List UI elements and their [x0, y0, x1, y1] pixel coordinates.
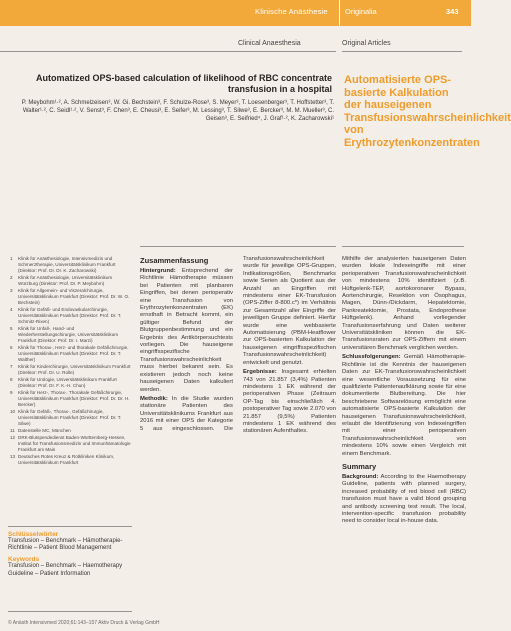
summary-heading: Summary: [342, 461, 377, 471]
affiliation-text: Klinik für Thorax-, Herz- und thorakale Gefäßchirurgie, Universitätsklinikum Frankfurt (Direktor: Prof. Dr. T. Walther): [18, 345, 129, 362]
hintergrund-label: Hintergrund:: [140, 268, 176, 274]
affiliation-text: Klinik für Kinderchirurgie, Universitätsklinikum Frankfurt (Direktor: Prof. Dr. U. Rolle): [18, 364, 131, 375]
section-subtitle-en: Clinical Anaesthesia: [238, 40, 301, 47]
affiliation-number: 7: [10, 364, 13, 369]
affiliation-number: 10: [10, 409, 16, 414]
affiliation-text: Datenstelle MC, München: [18, 428, 71, 433]
background-label: Background:: [342, 473, 379, 480]
affiliation-text: Klinik für Gefäß- und Endovaskularchirurgie, Universitätsklinikum Frankfurt (Direktor: Prof. Dr. T. Schmitz-Rixen): [18, 307, 122, 324]
affiliation-number: 11: [10, 428, 15, 433]
affiliation-item: [10, 345, 132, 363]
schlussfolgerungen-label: Schlussfolgerungen:: [342, 354, 401, 361]
header-divider: [339, 0, 340, 26]
rule-under-title-right: [342, 246, 464, 247]
journal-header-band: [0, 0, 471, 26]
background-text: According to the Haemotherapy Guideline, patients with planned surgery, increased probability of red blood cell (RBC) transfusion must have a valid blood grouping and antibody screening test result. The local, intervention-specific transfusion probability need to consider local in-house data.: [342, 473, 467, 525]
article-type-en: Original Articles: [342, 40, 391, 47]
affiliation-text: Klinik für Anästhesiologie, Universitätsklinikum Würzburg (Direktor: Prof. Dr. P. Meybohm): [18, 275, 113, 286]
affiliation-text: Deutsches Rotes Kreuz & Rotkliniken Klinikum, Universitätsklinikum Frankfurt: [18, 454, 115, 465]
zusammenfassung-heading: Zusammenfassung: [140, 256, 209, 265]
background-paragraph: [342, 474, 466, 526]
affiliation-item: [10, 390, 132, 408]
affiliation-item: [10, 307, 132, 325]
affiliation-text: Klinik für Unfall-, Hand- und Wiederherstellungschirurgie, Universitätsklinikum Frankfurt (Direktor: Prof. Dr. I. Marzi): [18, 326, 119, 343]
page-number: 343: [446, 7, 459, 16]
results-continued-paragraph: Mithilfe der analysierten hauseigenen Daten wurden lokale Indexeingriffe mit einer perioperativen Transfusionswahrscheinlichkeit von mindestens 10% identifiziert (z.B. Hüftgelenk-TEP, aortokoronarer Bypass, Aortenchirurgie, Resektion von Ösophagus, Magen, Dünn-/Dickdarm, Hepatektomie, Pankreatektomie, Prostata, Endoprothese Hüftgelenk). Anhand vorliegender Transfusionserfahrung und Daten weiterer Universitätskliniken können die EK-Transfusionsraten zur OPS-Ziffern mit einem universitären Benchmark verglichen werden.: [342, 256, 466, 351]
affiliation-text: DRK-Blutspendedienst Baden-Württemberg-Hessen, Institut für Transfusionsmedizin und Immunhämatologie Frankfurt am Main: [18, 435, 131, 452]
affiliation-item: [10, 435, 132, 453]
keywords-box: [8, 526, 132, 612]
affiliation-text: Klinik für Anästhesiologie, Intensivmedizin und Schmerztherapie, Universitätsklinikum Frankfurt (Direktor: Prof. Dr. Dr. K. Zacharowski): [18, 256, 116, 273]
hintergrund-text: Entsprechend der Richtlinie Hämotherapie müssen bei Patienten mit planbaren Eingriffen, bei denen perioperativ eine Transfusion von Erythrozytenkonzentraten (EK) ernsthaft in Betracht kommt, ein gültiger Befund der Blutgruppenbestimmung und ein Ergebnis des Antikörpersuchtests vorliegen. Die hauseigene eingriffsspezifische Transfusionswahrscheinlichkeit muss hierbei bekannt sein. Es existieren jedoch noch keine hauseigenen Daten kalkuliert werden.: [140, 268, 233, 393]
affiliation-item: [10, 364, 132, 376]
affiliation-number: 4: [10, 307, 13, 312]
schluesselwoerter-text: Transfusion – Benchmark – Hämotherapie-Richtlinie – Patient Blood Management: [8, 538, 123, 552]
rule-top-left: [0, 51, 336, 52]
schlussfolgerungen-paragraph: [342, 354, 466, 458]
ergebnisse-text: Insgesamt erhielten 743 von 21.857 (3,4%) Patienten mindestens 1 EK während der perioperativen Phase (Zeitraum OP-Tag bis einschließlich 4. postoperativer Tag sowie 2.070 von 21.857 (9,5%) Patienten mindestens 1 EK während des stationären Aufenthaltes.: [243, 369, 336, 435]
affiliations-list: [10, 256, 132, 467]
hintergrund-paragraph: [140, 268, 233, 394]
methodik-text: In die Studie wurden stationäre Patienten des Universitätsklinikums Frankfurt aus 2016 mit einer OPS der Kategorie 5 aus eingeschlossen. Die Transfusionswahrscheinlichkeit wurde für jeweilige OPS-Gruppen, Indikationsgrößen, Benchmarks sowie Serien als Quotient aus der Anzahl an Eingriffen mit mindestens einer EK-Transfusion (OPS-Ziffer 8-800.c*) im Verhältnis zur Gesamtzahl aller Eingriffe der jeweiligen Gruppe definiert. Hierfür wurde eine webbasierte Automatisierung (PBM-Heatflower zur OPS-basierten Kalkulation der hauseigenen eingriffsspezifischen Transfusionswahrscheinlichkeit) entwickelt und genutzt.: [140, 256, 336, 432]
right-text-column: [342, 256, 466, 528]
affiliation-item: [10, 326, 132, 344]
affiliation-item: [10, 377, 132, 389]
page-footer: © Anästh Intensivmed 2020;61:143–157 Aktiv Druck & Verlag GmbH: [8, 620, 160, 626]
affiliation-text: Klinik für Allgemein- und Viszeralchirurgie, Universitätsklinikum Frankfurt (Direktor: Prof. Dr. W. O. Bechstein): [18, 288, 130, 305]
affiliation-item: [10, 428, 132, 434]
affiliation-number: 6: [10, 345, 13, 350]
article-title-en: Automatized OPS-based calculation of likelihood of RBC concentrate transfusion in a hospital: [35, 73, 332, 94]
affiliation-number: 3: [10, 288, 13, 293]
affiliation-number: 8: [10, 377, 13, 382]
affiliation-item: [10, 256, 132, 274]
affiliation-number: 12: [10, 435, 16, 440]
affiliation-item: [10, 288, 132, 306]
schlussfolgerungen-text: Gemäß Hämotherapie-Richtlinie ist die Kenntnis der hauseigenen Daten zur EK-Transfusionswahrscheinlichkeit eine wesentliche Voraussetzung für eine qualifizierte Patientenaufklärung sowie für eine dokumentierte Blutbereitung. Die hier beschriebene Softwarelösung ermöglicht eine automatisierte OPS-basierte Kalkulation der hauseigenen Transfusionswahrscheinlichkeit, erlaubt die Identifizierung von Indexeingriffen mit einer perioperativen Transfusionswahrscheinlichkeit von mindestens 10% sowie einen Vergleich mit einem Benchmark.: [342, 354, 466, 457]
methodik-label: Methodik:: [140, 395, 168, 402]
ergebnisse-label: Ergebnisse:: [243, 369, 277, 376]
rule-top-right: [342, 51, 462, 52]
schluesselwoerter-heading: Schlüsselwörter: [8, 531, 59, 538]
author-list: P. Meybohm¹·², A. Schmelzeisen³, W. Gi. Bechstein³, F. Schulze-Rose³, S. Meyer³, T. Loesenberger³, T. Hoffstetter³, T. Walter¹·², C. Seidl¹·², V. Senst³, F. Chen³, E. Cheusi³, E. Seifer³, M. Lessing³, T. Silwe³, E. Bercker³, M. M. Mueller³, C. Geisen³, E. Seifried⁴, J. Graf¹·², K. Zacharowski¹: [21, 100, 334, 123]
keywords-text: Transfusion – Benchmark – Haemotherapy Guideline – Patient Information: [8, 563, 123, 577]
article-type-tag: Originalia: [345, 7, 377, 16]
affiliation-number: 9: [10, 390, 13, 395]
affiliation-item: [10, 409, 132, 427]
affiliation-text: Klinik für Herz-, Thorax-, Thorakale Gefäßchirurgie, Universitätsklinikum Frankfurt (Direktor: Prof. Dr. Dr. H. Bercker): [18, 390, 130, 407]
section-tag: Klinische Anästhesie: [255, 7, 328, 16]
affiliation-item: [10, 275, 132, 287]
rule-under-title: [140, 246, 336, 247]
article-title-de: Automatisierte OPS-basierte Kalkulation der hauseigenen Transfusionswahrscheinlichkeit von Erythrozytenkonzentraten: [344, 74, 511, 149]
affiliation-text: Klinik für Urologie, Universitätsklinikum Frankfurt (Direktor: Prof. Dr. F. K.-H. Chun): [18, 377, 117, 388]
affiliation-number: 5: [10, 326, 13, 331]
ergebnisse-paragraph: [243, 369, 336, 436]
affiliation-number: 2: [10, 275, 13, 280]
affiliation-item: [10, 454, 132, 466]
affiliation-text: Klinik für Gefäß-, Thorax-, Gefäßchirurgie, Universitätsklinikum Frankfurt (Direktor: Prof. Dr. T. Silwe): [18, 409, 122, 426]
affiliation-number: 13: [10, 454, 16, 459]
affiliation-number: 1: [10, 256, 13, 261]
summary-de-column: [140, 256, 336, 436]
keywords-heading: Keywords: [8, 556, 40, 564]
